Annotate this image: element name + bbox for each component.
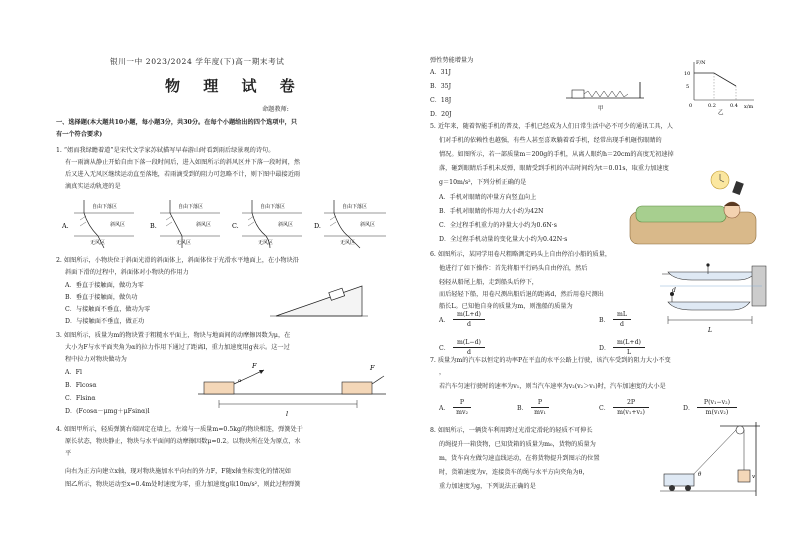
q3-distance-label: l (286, 410, 289, 418)
q8-line5: 重力加速度为g，下列说法正确的是 (439, 483, 536, 490)
q1-wind-label-a: 斜风区 (110, 222, 126, 228)
q4-option-d: D．20J (430, 111, 452, 118)
q1-calm-label-d: 无风区 (340, 240, 356, 246)
q7-option-d-fraction (697, 398, 737, 418)
q6-option-a-fraction (453, 310, 485, 330)
q4-caption-left: 甲 (598, 106, 604, 112)
q2-option-b: B．垂直于接触面，做负功 (65, 294, 138, 301)
q7-line1: 7. 质量为m的汽车以恒定的功率P在平直的水平公路上行驶，该汽车受到的阻力大小不变 (430, 357, 671, 364)
q6-line3: 轻轻从船尾上船，走到船头后停下， (439, 279, 538, 286)
q3-option-d: D．(Fcosα－μmg＋μFsinα)l (65, 408, 150, 415)
q7-option-d-den: m(v₁v₂) (705, 409, 729, 417)
q6-length-label: L (708, 327, 712, 334)
q8-line2: 的绳提升一箱货物，已知货箱的质量为m₀，货物的质量为 (439, 441, 596, 448)
q1-option-b (150, 200, 220, 248)
q4-continued: 弹性势能增量为 (430, 57, 474, 64)
q5-option-b: B．手机对眼睛的作用力大小约为42N (439, 208, 544, 215)
q5-phone-illustration (628, 160, 760, 246)
q6-option-a-label: A． (439, 317, 450, 324)
q4-caption-right: 乙 (718, 110, 724, 116)
q6-option-c-label: C． (439, 345, 450, 352)
q7-option-c-fraction (613, 398, 649, 418)
q8-velocity-label: v (752, 474, 756, 480)
q6-option-a-den: d (467, 321, 471, 329)
q7-line3: 若汽车匀速行驶时的速率为v₁，则当汽车速率为v₂(v₂＞v₁)时，汽车加速度的大小是 (439, 383, 666, 390)
q4-graph-ylabel: F/N (696, 60, 706, 66)
q3-option-a: A．Fl (65, 369, 82, 376)
q2-line1: 2. 如图所示，小物块位于斜面光滑的斜面体上，斜面体位于光滑水平地面上，在小物块沿 (56, 257, 299, 264)
q1-line4: 滴真实运动轨迹的是 (65, 183, 121, 190)
q5-line4: 落，砸到眼睛后手机未反弹，眼睛受到手机的冲击时间约为t＝0.01s，取重力加速度 (439, 165, 669, 172)
q1-free-label-c: 自由下落区 (260, 204, 286, 210)
q1-calm-label-b: 无风区 (176, 240, 192, 246)
q4-option-b: B．35J (430, 83, 452, 90)
q7-option-b-num: P (531, 398, 549, 408)
q2-option-d: D．与接触面不垂直，做正功 (65, 318, 145, 325)
q3-angle-label-1: α (238, 378, 242, 384)
section1-line2: 有一个符合要求) (56, 131, 103, 138)
q6-option-c-num: m(L−d) (453, 338, 485, 348)
q1-trajectory-figures (56, 196, 394, 252)
q4-line2: 原长状态，物块静止，物块与水平面间的动摩擦因数μ=0.2。以物块所在处为原点，水 (65, 438, 301, 445)
q7-option-a-den: mv₂ (456, 409, 468, 417)
q3-option-c: C．Flsinα (65, 395, 96, 402)
q4-line4: 向右为正方向建立x轴，现对物块施加水平向右的外力F，F随x轴坐标变化的情况如 (65, 468, 291, 475)
q5-line5: g＝10m/s²，下列分析正确的是 (439, 179, 527, 186)
q6-option-b-den: d (620, 321, 624, 329)
q4-graph-xtick-0: 0 (689, 103, 693, 109)
q3-line3: 程中拉力对物块做功为 (65, 356, 127, 363)
section1-line1: 一、选择题(本大题共10小题，每小题3分，共30分。在每个小题给出的四个选项中，只 (56, 119, 298, 126)
q7-line2: ， (439, 369, 446, 376)
q5-line2: 们对手机的依赖性也越强，有些人甚至喜欢躺着看手机，经常出现手机砸伤眼睛的 (439, 137, 662, 144)
q1-line1: 1. “姐而我绿瞻着道”是宋代文学家苏轼描写早春游山时看到雨后绿景观的诗句。 (56, 147, 275, 154)
q3-block-figure (198, 358, 386, 420)
q3-force-label-1: F (252, 362, 257, 370)
q1-free-label-a: 自由下落区 (92, 204, 118, 210)
q7-option-d-num: P(v₁−v₂) (697, 398, 737, 408)
school-exam-line: 银川一中 2023/2024 学年度(下)高一期末考试 (110, 57, 285, 66)
q4-graph-xtick-04: 0.4 (730, 103, 738, 109)
q4-spring-and-graph (558, 58, 770, 116)
q4-graph-xtick-02: 0.2 (708, 103, 716, 109)
q4-graph-ytick-10: 10 (684, 71, 691, 77)
q3-line1: 3. 如图所示，质量为m的物块置于粗糙水平面上，物块与地面间的动摩擦因数为μ，在 (56, 332, 291, 339)
q3-option-b: B．Flcosα (65, 382, 97, 389)
q3-line2: 大小为F与水平面夹角为α的拉力作用下通过了距离l，重力加速度用g表示。这一过 (65, 344, 290, 351)
q6-option-d-num: m(L+d) (613, 338, 645, 348)
q1-free-label-d: 自由下落区 (342, 204, 368, 210)
q6-distance-label: d (672, 287, 676, 294)
q4-line5: 图乙所示，物块运动至x=0.4m处时速度为零，重力加速度g取10m/s²，则此过程弹簧 (65, 481, 301, 488)
q7-option-a-fraction (453, 398, 471, 418)
q1-line3: 后又进入无风区继续运动直至落地，若雨滴受到的阻力可忽略不计，则下图中最接近雨 (65, 171, 301, 178)
q7-option-b-label: B． (517, 405, 528, 412)
q1-wind-label-b: 斜风区 (196, 222, 212, 228)
q4-force-graph (684, 60, 754, 116)
q1-option-c (232, 200, 302, 248)
q1-option-d-label: D. (314, 222, 321, 230)
q2-option-c: C．与接触面不垂直，做功为零 (65, 306, 151, 313)
q6-option-d-den: L (626, 349, 632, 357)
q1-option-d (314, 200, 386, 248)
q1-option-a-label: A. (62, 222, 69, 230)
q2-option-a: A．垂直于接触面，做功为零 (65, 282, 144, 289)
q7-option-a-label: A． (439, 405, 450, 412)
q5-option-d: D．全过程手机动量的变化量大小约为0.42N·s (439, 236, 568, 243)
q6-line5: 船长L。已知他自身的质量为m，则渔船的质量为 (439, 303, 573, 310)
q4-graph-ytick-5: 5 (686, 84, 690, 90)
q7-option-c-label: C． (599, 405, 610, 412)
q1-option-c-label: C. (232, 222, 239, 230)
q5-line3: 情况。如图所示，若一部质量m＝200g的手机，从离人眼约h＝20cm的高度无初速掉 (439, 151, 674, 158)
q1-wind-label-d: 斜风区 (360, 222, 376, 228)
q6-option-a-num: m(L+d) (453, 310, 485, 320)
q6-option-d-label: D． (599, 345, 611, 352)
q7-option-d-label: D． (683, 405, 695, 412)
q8-line1: 8. 如图所示，一辆货车利用跨过光滑定滑轮的轻质不可伸长 (430, 427, 593, 434)
q4-spring-figure (566, 82, 644, 112)
q6-option-b-fraction (613, 310, 631, 330)
page-title: 物 理 试 卷 (165, 77, 304, 95)
q5-option-c: C．全过程手机重力的冲量大小约为0.6N·s (439, 222, 557, 229)
q7-option-c-num: 2P (613, 398, 649, 408)
author-label: 命题教师: (262, 106, 289, 113)
q8-line4: 时，货箱速度为v，连接货车的绳与水平方向夹角为θ， (439, 469, 589, 476)
q8-line3: m，货车向左做匀速直线运动，在将货物提升到图示的位置 (439, 455, 600, 462)
q8-angle-label: θ (698, 472, 702, 478)
q1-wind-label-c: 斜风区 (278, 222, 294, 228)
q1-line2: 有一雨滴从静止开始自由下落一段时间后，进入如图所示的斜风区并下落一段时间，然 (65, 159, 301, 166)
q6-boat-figure (658, 262, 768, 348)
q4-graph-xlabel: x/m (744, 104, 754, 110)
q4-option-a: A．31J (430, 69, 452, 76)
q1-calm-label-c: 无风区 (258, 240, 274, 246)
q4-line1: 4. 如图甲所示，轻质弹簧右端固定在墙上，左端与一质量m=0.5kg的物块相连，弹簧处于 (56, 426, 303, 433)
q1-calm-label-a: 无风区 (90, 240, 106, 246)
q6-option-b-num: mL (613, 310, 631, 320)
q6-line2: 他进行了如下操作：首先将船平行码头自由停泊，然后 (439, 265, 588, 272)
q1-option-b-label: B. (150, 222, 157, 230)
q7-option-c-den: m(v₁+v₂) (617, 409, 645, 417)
q7-option-a-num: P (453, 398, 471, 408)
q3-force-label-2: F (370, 364, 375, 372)
q1-free-label-b: 自由下落区 (178, 204, 204, 210)
q6-option-d-fraction (613, 338, 645, 358)
q7-option-b-den: mv₁ (534, 409, 546, 417)
q2-incline-figure (270, 280, 370, 322)
q5-option-a: A．手机对眼睛的冲量方向竖直向上 (439, 194, 537, 201)
q6-line4: 而后轻轻下船，用卷尺测出船后退的距离d，然后用卷尺测出 (439, 291, 604, 298)
q1-option-a (61, 200, 134, 248)
q6-option-b-label: B． (599, 317, 610, 324)
q8-truck-pulley-figure (660, 420, 770, 500)
q4-option-c: C．18J (430, 97, 452, 104)
q6-option-c-den: d (467, 349, 471, 357)
q7-option-b-fraction (531, 398, 549, 418)
q4-line3: 平 (65, 450, 72, 457)
q6-option-c-fraction (453, 338, 485, 358)
q6-line1: 6. 如图所示，某同学用卷尺粗略测定码头上自由停泊小船的质量， (430, 251, 612, 258)
q5-line1: 5. 近年来，随着智能手机的普及，手机已经成为人们日常生活中必不可少的通讯工具，人 (430, 123, 673, 130)
q2-line2: 斜面下滑的过程中，斜面体对小物块的作用力 (65, 269, 189, 276)
